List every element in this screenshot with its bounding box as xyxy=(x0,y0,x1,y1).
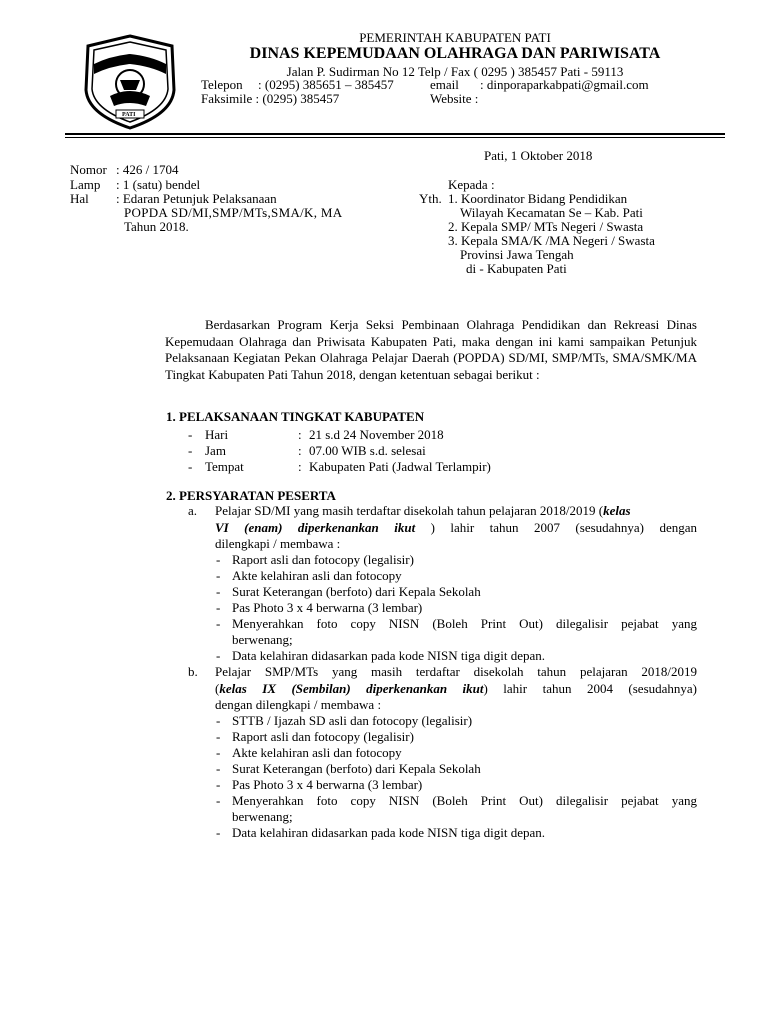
lamp-value: : 1 (satu) bendel xyxy=(116,177,201,192)
emblem-label: PATI xyxy=(122,112,136,118)
list-item-continuation: berwenang; xyxy=(232,632,293,647)
schedule-colon: : xyxy=(298,459,302,474)
hal-value-3: Tahun 2018. xyxy=(124,219,189,234)
list-dash: - xyxy=(216,568,221,583)
item-a-line2 xyxy=(215,520,697,536)
letterhead-agency: DINAS KEPEMUDAAN OLAHRAGA DAN PARIWISATA xyxy=(249,45,661,62)
letterhead-rule-thin xyxy=(65,137,725,138)
nomor-label: Nomor xyxy=(70,162,107,177)
lamp-label: Lamp xyxy=(70,177,101,192)
list-item: Akte kelahiran asli dan fotocopy xyxy=(232,745,402,760)
list-dash: - xyxy=(216,600,221,615)
kepada-label: Kepada : xyxy=(448,177,495,192)
item-a-emphasis: kelas xyxy=(603,503,631,518)
item-b-line1: Pelajar SMP/MTs yang masih terdaftar disekolah tahun pelajaran 2018/2019 xyxy=(215,664,697,679)
telepon-value: : (0295) 385651 – 385457 xyxy=(258,77,394,92)
list-dash: - xyxy=(216,745,221,760)
list-dash: - xyxy=(216,552,221,567)
list-dash: - xyxy=(216,793,221,808)
item-a-text: Pelajar SD/MI yang masih terdaftar disekolah tahun pelajaran 2018/2019 ( xyxy=(215,503,604,518)
schedule-label: Tempat xyxy=(205,459,244,474)
list-dash: - xyxy=(216,648,221,663)
letterhead-address: Jalan P. Sudirman No 12 Telp / Fax ( 0295 ) 385457 Pati - 59113 xyxy=(286,64,624,79)
schedule-value: 07.00 WIB s.d. selesai xyxy=(309,443,426,458)
schedule-label: Jam xyxy=(205,443,226,458)
item-a-line3: dilengkapi / membawa : xyxy=(215,536,341,551)
list-item: Pas Photo 3 x 4 berwarna (3 lembar) xyxy=(232,777,423,792)
hal-value-2: POPDA SD/MI,SMP/MTs,SMA/K, MA xyxy=(124,205,343,220)
nomor-value: : 426 / 1704 xyxy=(116,162,179,177)
list-dash: - xyxy=(216,713,221,728)
telepon-label: Telepon xyxy=(201,77,243,92)
schedule-colon: : xyxy=(298,443,302,458)
item-b-marker: b. xyxy=(188,664,198,679)
email-label: email xyxy=(430,77,459,92)
list-dash: - xyxy=(216,761,221,776)
item-a-text-2: ) lahir tahun 2007 (sesudahnya) dengan xyxy=(415,520,697,535)
email-value: : dinporaparkabpati@gmail.com xyxy=(480,77,649,92)
list-item: Menyerahkan foto copy NISN (Boleh Print Out) dilegalisir pejabat yang xyxy=(232,616,697,631)
schedule-value: Kabupaten Pati (Jadwal Terlampir) xyxy=(309,459,491,474)
recipient-2: 2. Kepala SMP/ MTs Negeri / Swasta xyxy=(448,219,644,234)
faksimile: Faksimile : (0295) 385457 xyxy=(201,91,340,106)
schedule-label: Hari xyxy=(205,427,229,442)
list-item: Menyerahkan foto copy NISN (Boleh Print Out) dilegalisir pejabat yang xyxy=(232,793,697,808)
website: Website : xyxy=(430,91,479,106)
section-2-title: 2. PERSYARATAN PESERTA xyxy=(166,488,336,503)
list-dash: - xyxy=(216,616,221,631)
list-dash: - xyxy=(216,825,221,840)
recipient-3-line3: di - Kabupaten Pati xyxy=(466,261,567,276)
list-dash: - xyxy=(216,584,221,599)
item-b-emphasis: kelas IX (Sembilan) diperkenankan ikut xyxy=(219,681,484,696)
recipient-1-line2: Wilayah Kecamatan Se – Kab. Pati xyxy=(460,205,643,220)
schedule-colon: : xyxy=(298,427,302,442)
intro-paragraph: Berdasarkan Program Kerja Seksi Pembinaan Olahraga Pendidikan dan Rekreasi Dinas Kepemudaan Olahraga dan Priwisata Kabupaten Pati, maka dengan ini kami sampaikan Petunjuk Pelaksanaan Kegiatan Pekan Olahraga Pelajar Daerah (POPDA) SD/MI, SMP/MTs, SMA/SMK/MA Tingkat Kabupaten Pati Tahun 2018, dengan ketentuan sebagai berikut : xyxy=(165,317,697,382)
list-item: Raport asli dan fotocopy (legalisir) xyxy=(232,552,414,567)
list-item: Data kelahiran didasarkan pada kode NISN tiga digit depan. xyxy=(232,648,545,663)
schedule-row: - xyxy=(188,443,193,458)
recipient-3: 3. Kepala SMA/K /MA Negeri / Swasta xyxy=(448,233,655,248)
recipient-1: 1. Koordinator Bidang Pendidikan xyxy=(448,191,628,206)
schedule-value: 21 s.d 24 November 2018 xyxy=(309,427,444,442)
item-a-emphasis-2: VI (enam) diperkenankan ikut xyxy=(215,520,416,535)
item-a-marker: a. xyxy=(188,503,198,518)
yth-label: Yth. xyxy=(419,191,442,206)
item-b-text-2: lahir tahun 2004 (sesudahnya) xyxy=(487,681,698,696)
list-item: Data kelahiran didasarkan pada kode NISN tiga digit depan. xyxy=(232,825,545,840)
list-item: STTB / Ijazah SD asli dan fotocopy (legalisir) xyxy=(232,713,473,728)
schedule-row: - xyxy=(188,427,193,442)
list-item: Pas Photo 3 x 4 berwarna (3 lembar) xyxy=(232,600,423,615)
item-b-line3: dengan dilengkapi / membawa : xyxy=(215,697,382,712)
list-item: Surat Keterangan (berfoto) dari Kepala Sekolah xyxy=(232,761,481,776)
letterhead-government: PEMERINTAH KABUPATEN PATI xyxy=(359,30,551,45)
hal-value: : Edaran Petunjuk Pelaksanaan xyxy=(116,191,277,206)
list-item: Surat Keterangan (berfoto) dari Kepala Sekolah xyxy=(232,584,481,599)
letterhead-rule-thick xyxy=(65,133,725,135)
letter-date: Pati, 1 Oktober 2018 xyxy=(484,148,593,163)
recipient-3-line2: Provinsi Jawa Tengah xyxy=(460,247,574,262)
item-b-line2: (kelas IX (Sembilan) diperkenankan ikut) lahir tahun 2004 (sesudahnya) xyxy=(215,681,698,696)
list-item: Akte kelahiran asli dan fotocopy xyxy=(232,568,402,583)
schedule-row: - xyxy=(188,459,193,474)
list-dash: - xyxy=(216,729,221,744)
list-dash: - xyxy=(216,777,221,792)
hal-label: Hal xyxy=(70,191,89,206)
list-item: Raport asli dan fotocopy (legalisir) xyxy=(232,729,414,744)
item-a-line1 xyxy=(215,503,697,519)
list-item-continuation: berwenang; xyxy=(232,809,293,824)
section-1-title: 1. PELAKSANAAN TINGKAT KABUPATEN xyxy=(166,409,425,424)
